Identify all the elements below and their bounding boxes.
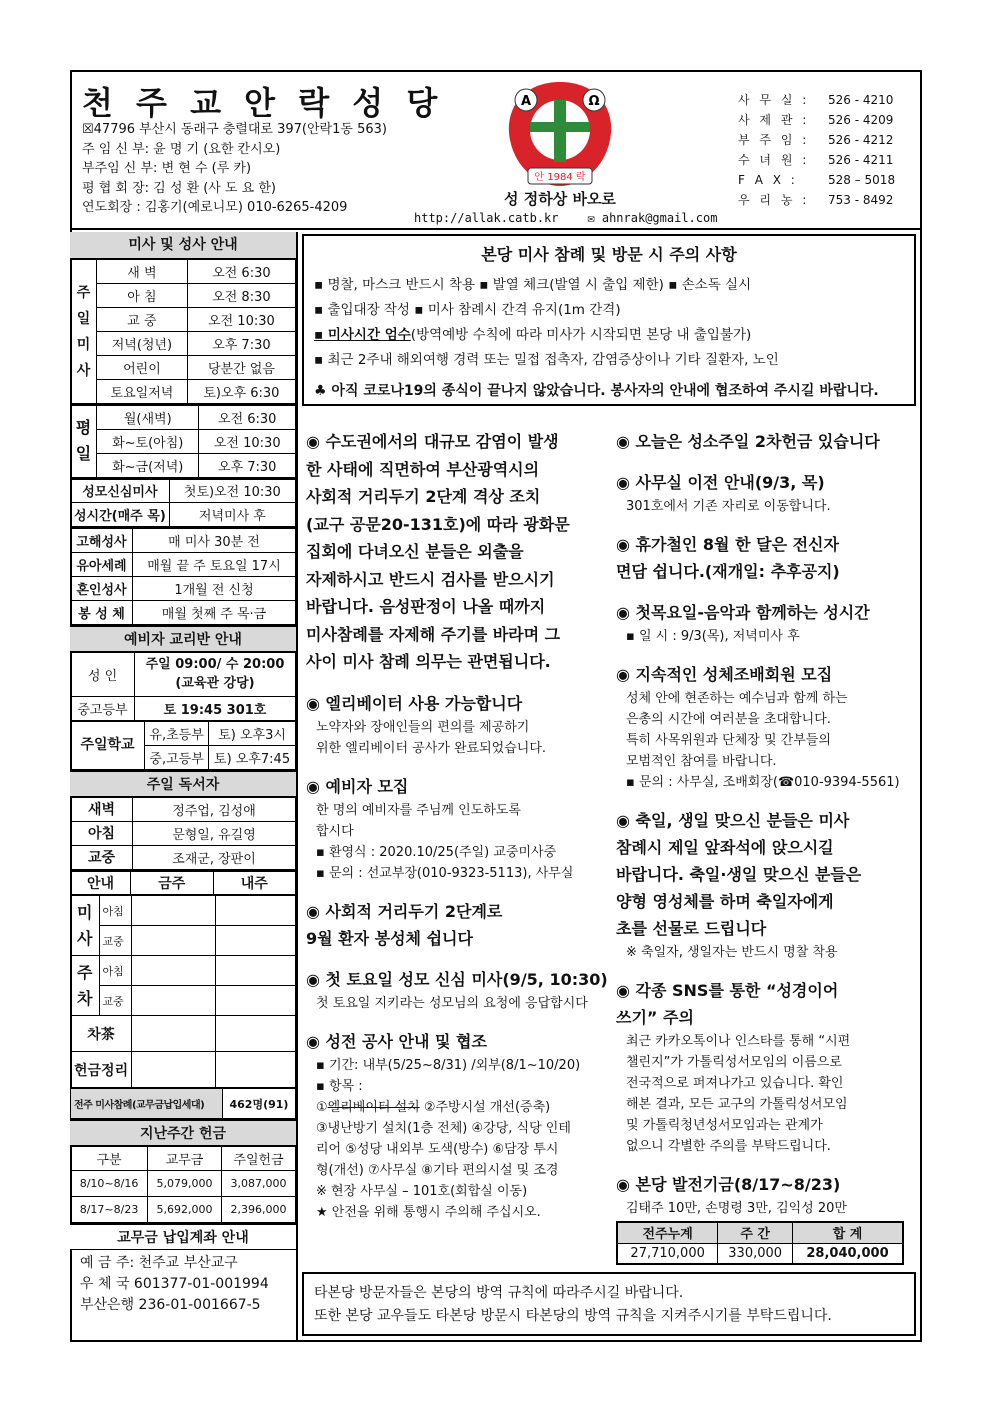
right-column: [616, 428, 916, 1265]
notice-item-title: ◉ 예비자 모집: [306, 776, 409, 796]
schedule-time: 오후 7:30: [199, 453, 296, 477]
notice-item-text: 첫 토요일 지키라는 성모님의 요청에 응답합시다: [316, 995, 588, 1011]
schedule-time: 첫토)오전 10:30: [169, 479, 295, 503]
schedule-time: 매 미사 30분 전: [133, 528, 296, 552]
schedule-row: [71, 528, 296, 552]
notice-item-title: 바랍니다. 음성판정이 나올 때까지: [306, 597, 546, 616]
attendance-value: 462명(91): [222, 1089, 295, 1119]
guide-table: [70, 870, 296, 896]
phone-number: 526 - 4211: [828, 153, 894, 167]
patron-saint: 성 정하상 바오로: [504, 190, 616, 208]
account-line: 우 체 국 601377-01-001994: [80, 1276, 269, 1292]
fund-value: 28,040,000: [793, 1243, 903, 1264]
schedule-time: 당분간 없음: [187, 356, 295, 380]
schedule-time: 토) 오후7:45: [209, 745, 296, 769]
notice-item-text: ★ 안전을 위해 통행시 주의해 주십시오.: [316, 1204, 541, 1220]
schedule-time: 매월 첫째 주 목·금: [133, 600, 296, 624]
schedule-row: [71, 552, 296, 576]
council-president: 평 협 회 장: 김 성 환 (사 도 요 한): [82, 180, 276, 196]
schedule-name: 월(새벽): [97, 405, 199, 429]
schedule-name: 성시간(매주 목): [71, 503, 170, 527]
notice-item-title: ◉ 수도권에서의 대규모 감염이 발생: [306, 432, 559, 451]
schedule-name: 어린이: [97, 356, 188, 380]
notice-item: [616, 599, 916, 647]
schedule-row: [71, 332, 296, 356]
phone-label: 사 무 실 :: [738, 93, 810, 107]
phone-row: [738, 190, 895, 210]
next-week-label: 내주: [213, 871, 296, 895]
parish-info: [82, 120, 387, 218]
notice-item: [306, 966, 606, 1014]
weekday-mass-table: [70, 404, 296, 478]
notice-item: [306, 690, 606, 759]
bottom-line: 또한 본당 교우들도 타본당 방문시 타본당의 방역 규칙을 지켜주시기를 부탁드립니다.: [314, 1308, 832, 1324]
offering-title: 지난주간 헌금: [70, 1119, 296, 1146]
notice-item-text: 은총의 시간에 여러분을 초대합니다.: [626, 712, 831, 727]
schedule-row: [71, 380, 296, 404]
sunday-school-label: 주일학교: [71, 721, 145, 769]
readers-table: [70, 797, 296, 870]
schedule-name: 토요일저녁: [97, 380, 188, 404]
account-title: 교무금 납입계좌 안내: [70, 1223, 296, 1250]
notice-item-title: ◉ 각종 SNS를 통한 “성경이어: [616, 981, 839, 1000]
mass-schedule-title: 미사 및 성사 안내: [70, 232, 296, 259]
bottom-line: 타본당 방문자들은 본당의 방역 규칙에 따라주시길 바랍니다.: [314, 1285, 684, 1301]
mass-main: 교중: [99, 926, 132, 956]
mass-dawn: 아침: [99, 896, 132, 926]
offering-period: 8/17~8/23: [71, 1197, 148, 1223]
schedule-row: [71, 845, 296, 869]
account-line: 부산은행 236-01-001667-5: [80, 1297, 261, 1313]
schedule-time: 오전 10:30: [199, 429, 296, 453]
notice-line: ▪ 명찰, 마스크 반드시 착용 ▪ 발열 체크(발열 시 출입 제한) ▪ 손소독 실시: [314, 277, 752, 293]
offering-header: 교무금: [148, 1147, 222, 1171]
notice-item-title: ◉ 사무실 이전 안내(9/3, 목): [616, 473, 825, 492]
notice-item-title: (교구 공문20-131호)에 따라 광화문: [306, 514, 570, 534]
youth-president: 연도회장 : 김홍기(예로니모) 010-6265-4209: [82, 200, 348, 215]
account-list: [70, 1250, 296, 1319]
youth-time: 토 19:45 301호: [135, 696, 296, 720]
schedule-row: [71, 797, 296, 821]
notice-item-text: 한 명의 예비자를 주님께 인도하도록: [316, 802, 521, 818]
schedule-name: 중,고등부: [145, 745, 209, 769]
schedule-name: 혼인성사: [71, 576, 133, 600]
phone-label: F A X :: [738, 173, 798, 187]
attendance-table: [70, 1088, 296, 1119]
schedule-time: 토) 오후3시: [209, 721, 296, 745]
notice-item: [306, 898, 606, 952]
logo-omega: Ω: [588, 94, 600, 109]
notice-item-text: ③냉난방기 설치(1층 전체) ④강당, 식당 인테: [316, 1120, 571, 1136]
fund-header: 전주누계: [617, 1222, 718, 1243]
schedule-time: 오후 7:30: [187, 332, 295, 356]
middle-column: [306, 428, 606, 1237]
phone-label: 우 리 농 :: [738, 193, 810, 207]
phone-label: 사 제 관 :: [738, 113, 810, 127]
notice-item: [616, 428, 916, 455]
offering-period: 8/10~8/16: [71, 1171, 148, 1197]
notice-item-text: ▪ 문의 : 선교부장(010-9323-5113), 사무실: [316, 865, 574, 881]
schedule-time: 오전 6:30: [187, 260, 295, 284]
notice-item-text: 및 가톨릭청년성서모임과는 관계가: [626, 1118, 823, 1133]
schedule-name: 화~금(저녁): [97, 453, 199, 477]
notice-item-text: ①엘리베이터 설치 ②주방시설 개선(증축): [316, 1099, 551, 1115]
notice-item-title: 9월 환자 봉성체 쉽니다: [306, 928, 473, 948]
money-label: 헌금정리: [71, 1052, 132, 1088]
phone-number: 526 - 4209: [828, 113, 894, 127]
notice-item-title: 바랍니다. 축일·생일 맞으신 분들은: [616, 865, 862, 884]
notice-item-title: ◉ 첫목요일-음악과 함께하는 성시간: [616, 603, 870, 622]
fund-value: 27,710,000: [617, 1243, 718, 1264]
parking-dawn: 아침: [99, 956, 132, 986]
offering-header: 구분: [71, 1147, 148, 1171]
parking-label: 주차: [71, 956, 100, 1016]
schedule-row: [71, 405, 296, 429]
phone-label: 수 녀 원 :: [738, 153, 810, 167]
notice-item-text: 형(개선) ⑦사무실 ⑧기타 편의시설 및 조경: [316, 1162, 559, 1178]
guide-label: 안내: [71, 871, 131, 895]
fund-value: 330,000: [718, 1243, 793, 1264]
phone-number: 753 - 8492: [828, 193, 894, 207]
offering-value: 2,396,000: [222, 1197, 296, 1223]
sacrament-table: [70, 527, 296, 625]
notice-item-title: 사이 미사 참례 의무는 관면됩니다.: [306, 652, 551, 671]
notice-item-title: ◉ 오늘은 성소주일 2차헌금 있습니다: [616, 432, 880, 451]
schedule-name: 교중: [71, 845, 133, 869]
notice-item-title: 사회적 거리두기 2단계 격상 조치: [306, 487, 541, 506]
tea-label: 차茶: [71, 1016, 132, 1052]
notice-item-title: 미사참례를 자제해 주기를 바라며 그: [306, 624, 561, 644]
schedule-row: [71, 600, 296, 624]
notice-item: [616, 531, 916, 585]
email-link[interactable]: ✉ ahnrak@gmail.com: [587, 211, 718, 225]
this-week-label: 금주: [131, 871, 214, 895]
adult-time: 주일 09:00/ 수 20:00 (교육관 강당): [135, 652, 296, 696]
notice-item-title: ◉ 엘리베이터 사용 가능합니다: [306, 693, 523, 713]
notice-item-text: 해본 결과, 모든 교구의 가톨릭성서모임: [626, 1097, 848, 1112]
notice-item-text: 전국적으로 퍼져나가고 있습니다. 확인: [626, 1076, 844, 1091]
phone-list: [738, 90, 895, 210]
notice-item-title: 초를 선물로 드립니다: [616, 919, 767, 938]
catechism-title: 예비자 교리반 안내: [70, 625, 296, 652]
schedule-row: [71, 479, 296, 503]
website-link[interactable]: http://allak.catb.kr: [414, 211, 559, 225]
offering-value: 5,079,000: [148, 1171, 222, 1197]
phone-number: 528 – 5018: [828, 173, 896, 187]
notice-item: [306, 428, 606, 676]
notice-item-title: 쓰기” 주의: [616, 1008, 694, 1027]
schedule-time: 오전 10:30: [187, 308, 295, 332]
notice-title: 본당 미사 참례 및 방문 시 주의 사항: [481, 245, 737, 264]
pastor: 주 임 신 부: 윤 명 기 (요한 칸시오): [82, 141, 281, 157]
schedule-name: 새 벽: [97, 260, 188, 284]
notice-box: [302, 234, 916, 406]
schedule-row: [71, 721, 296, 745]
notice-item-text: ※ 현장 사무실 – 101호(회합실 이동): [316, 1183, 528, 1199]
bottom-notice: [302, 1272, 916, 1336]
logo-text: 안 1984 락: [534, 172, 586, 183]
logo-alpha: A: [520, 94, 532, 109]
phone-label: 부 주 임 :: [738, 133, 810, 147]
offering-value: 3,087,000: [222, 1171, 296, 1197]
notice-item-text: 최근 카카오톡이나 인스타를 통해 “시편: [626, 1034, 851, 1049]
fund-header: 주 간: [718, 1222, 793, 1243]
fund-header: 합 계: [793, 1222, 903, 1243]
mass-label: 미사: [71, 896, 100, 956]
notice-item-title: 한 사태에 직면하여 부산광역시의: [306, 459, 540, 479]
account-line: 예 금 주: 천주교 부산교구: [80, 1255, 238, 1271]
schedule-row: [71, 308, 296, 332]
adult-label: 성 인: [71, 652, 135, 696]
notice-item-text: 챌린지”가 가톨릭성서모임의 이름으로: [626, 1055, 842, 1070]
schedule-row: [71, 453, 296, 477]
schedule-name: 화~토(아침): [97, 429, 199, 453]
sunday-school-table: [70, 721, 296, 770]
notice-item-title: ◉ 첫 토요일 성모 신심 미사(9/5, 10:30): [306, 969, 608, 989]
phone-number: 526 - 4212: [828, 133, 894, 147]
notice-item-text: 합시다: [316, 823, 354, 839]
schedule-name: 교 중: [97, 308, 188, 332]
notice-item-text: 301호에서 기존 자리로 이동합니다.: [626, 499, 831, 514]
fund-table: [616, 1221, 904, 1265]
notice-item: [616, 469, 916, 517]
notice-item-text: 리어 ⑤성당 내외부 도색(방수) ⑥담장 투시: [316, 1141, 559, 1157]
notice-line: [314, 323, 904, 348]
notice-item-title: ◉ 성전 공사 안내 및 협조: [306, 1031, 487, 1051]
phone-row: [738, 130, 895, 150]
notice-line: ▪ 최근 2주내 해외여행 경력 또는 밀접 접촉자, 감염증상이나 기타 질환자, 노인: [314, 352, 779, 368]
address: ☒47796 부산시 동래구 충렬대로 397(안락1동 563): [82, 122, 387, 137]
notice-item: [306, 1028, 606, 1223]
notice-item-title: 양형 영성체를 하며 축일자에게: [616, 892, 834, 911]
schedule-time: 정주업, 김성애: [133, 797, 296, 821]
schedule-name: 아 침: [97, 284, 188, 308]
notice-item-title: 자제하시고 반드시 검사를 받으시기: [306, 569, 555, 589]
assistant-pastor: 부주임 신 부: 변 현 수 (루 카): [82, 161, 252, 176]
schedule-time: 매월 끝 주 토요일 17시: [133, 552, 296, 576]
notice-item-title: ◉ 사회적 거리두기 2단계로: [306, 901, 503, 921]
notice-item: [616, 661, 916, 793]
schedule-row: [71, 356, 296, 380]
youth-label: 중고등부: [71, 696, 135, 720]
header: [70, 70, 922, 230]
notice-item-title: ◉ 본당 발전기금(8/17~8/23): [616, 1175, 841, 1194]
phone-row: [738, 150, 895, 170]
schedule-name: 새벽: [71, 797, 133, 821]
notice-item-title: 면담 쉽니다.(재개일: 추후공지): [616, 562, 840, 581]
notice-item-title: ◉ 휴가철인 8월 한 달은 전신자: [616, 535, 839, 554]
schedule-row: [71, 260, 296, 284]
schedule-row: [71, 503, 296, 527]
notice-item-title: ◉ 지속적인 성체조배회원 모집: [616, 665, 833, 684]
weekday-mass-label: 평일: [71, 405, 97, 477]
special-mass-table: [70, 478, 296, 528]
schedule-time: 토)오후 6:30: [187, 380, 295, 404]
sunday-mass-table: [70, 259, 296, 404]
schedule-time: 저녁미사 후: [169, 503, 295, 527]
schedule-row: [71, 576, 296, 600]
schedule-name: 저녁(청년): [97, 332, 188, 356]
schedule-name: 고해성사: [71, 528, 133, 552]
phone-row: [738, 90, 895, 110]
attendance-label: 전주 미사참례(교무금납입세대): [71, 1089, 223, 1119]
duty-table: [70, 895, 296, 1088]
parish-title: 천 주 교 안 락 성 당: [82, 84, 444, 122]
schedule-name: 성모신심미사: [71, 479, 170, 503]
parish-logo-icon: [500, 78, 620, 192]
notice-item: [306, 773, 606, 884]
phone-number: 526 - 4210: [828, 93, 894, 107]
notice-item-text: ▪ 기간: 내부(5/25~8/31) /외부(8/1~10/20): [316, 1057, 581, 1073]
mass-time-strict: ▪ 미사시간 엄수: [314, 327, 411, 343]
notice-item-text: 특히 사목위원과 단체장 및 간부들의: [626, 733, 831, 748]
notice-item-text: ※ 축일자, 생일자는 반드시 명찰 착용: [626, 945, 838, 960]
sunday-mass-label: 주일미사: [71, 260, 97, 404]
notice-item-text: 성체 안에 현존하는 예수님과 함께 하는: [626, 691, 848, 706]
notice-item-text: ▪ 일 시 : 9/3(목), 저녁미사 후: [626, 629, 800, 644]
schedule-time: 조재군, 장판이: [133, 845, 296, 869]
readers-title: 주일 독서자: [70, 770, 296, 797]
notice-item-text: 노약자와 장애인들의 편의를 제공하기: [316, 719, 530, 735]
schedule-name: 아침: [71, 821, 133, 845]
schedule-name: 유,초등부: [145, 721, 209, 745]
notice-item-text: ▪ 환영식 : 2020.10/25(주일) 교중미사중: [316, 844, 557, 860]
schedule-time: 오전 8:30: [187, 284, 295, 308]
notice-item-title: ◉ 축일, 생일 맞으신 분들은 미사: [616, 811, 850, 830]
left-sidebar: [70, 232, 298, 1342]
notice-item: [616, 977, 916, 1157]
notice-line: ▪ 출입대장 작성 ▪ 미사 참례시 간격 유지(1m 간격): [314, 302, 621, 318]
schedule-row: [71, 284, 296, 308]
parking-main: 교중: [99, 986, 132, 1016]
catechism-table: [70, 652, 296, 721]
offering-value: 5,692,000: [148, 1197, 222, 1223]
offering-header: 주일헌금: [222, 1147, 296, 1171]
phone-row: [738, 170, 895, 190]
notice-footer: ♣ 아직 코로나19의 종식이 끝나지 않았습니다. 봉사자의 안내에 협조하여 주시길 바랍니다.: [314, 383, 879, 399]
schedule-time: 오전 6:30: [199, 405, 296, 429]
notice-item: [616, 1171, 916, 1219]
schedule-name: 유아세례: [71, 552, 133, 576]
offering-table: [70, 1146, 296, 1223]
notice-item-text: 없으니 각별한 주의를 부탁드립니다.: [626, 1139, 831, 1154]
notice-text: (방역예방 수칙에 따라 미사가 시작되면 본당 내 출입불가): [410, 327, 752, 343]
notice-item-title: 참례시 제일 앞좌석에 앉으시길: [616, 838, 834, 857]
schedule-row: [71, 429, 296, 453]
schedule-time: 1개월 전 신청: [133, 576, 296, 600]
schedule-row: [71, 821, 296, 845]
notice-item: [616, 807, 916, 963]
notice-item-text: 모범적인 참여를 바랍니다.: [626, 754, 777, 769]
contact-links: [414, 211, 717, 225]
notice-item-text: ▪ 항목 :: [316, 1078, 363, 1094]
notice-item-text: ▪ 문의 : 사무실, 조배회장(☎010-9394-5561): [626, 775, 900, 790]
notice-item-text: 위한 엘리베이터 공사가 완료되었습니다.: [316, 740, 547, 756]
notice-item-title: 집회에 다녀오신 분들은 외출을: [306, 542, 524, 561]
notice-item-text: 김태주 10만, 손명령 3만, 김익성 20만: [626, 1201, 847, 1216]
schedule-name: 봉 성 체: [71, 600, 133, 624]
phone-row: [738, 110, 895, 130]
schedule-time: 문형일, 유길영: [133, 821, 296, 845]
